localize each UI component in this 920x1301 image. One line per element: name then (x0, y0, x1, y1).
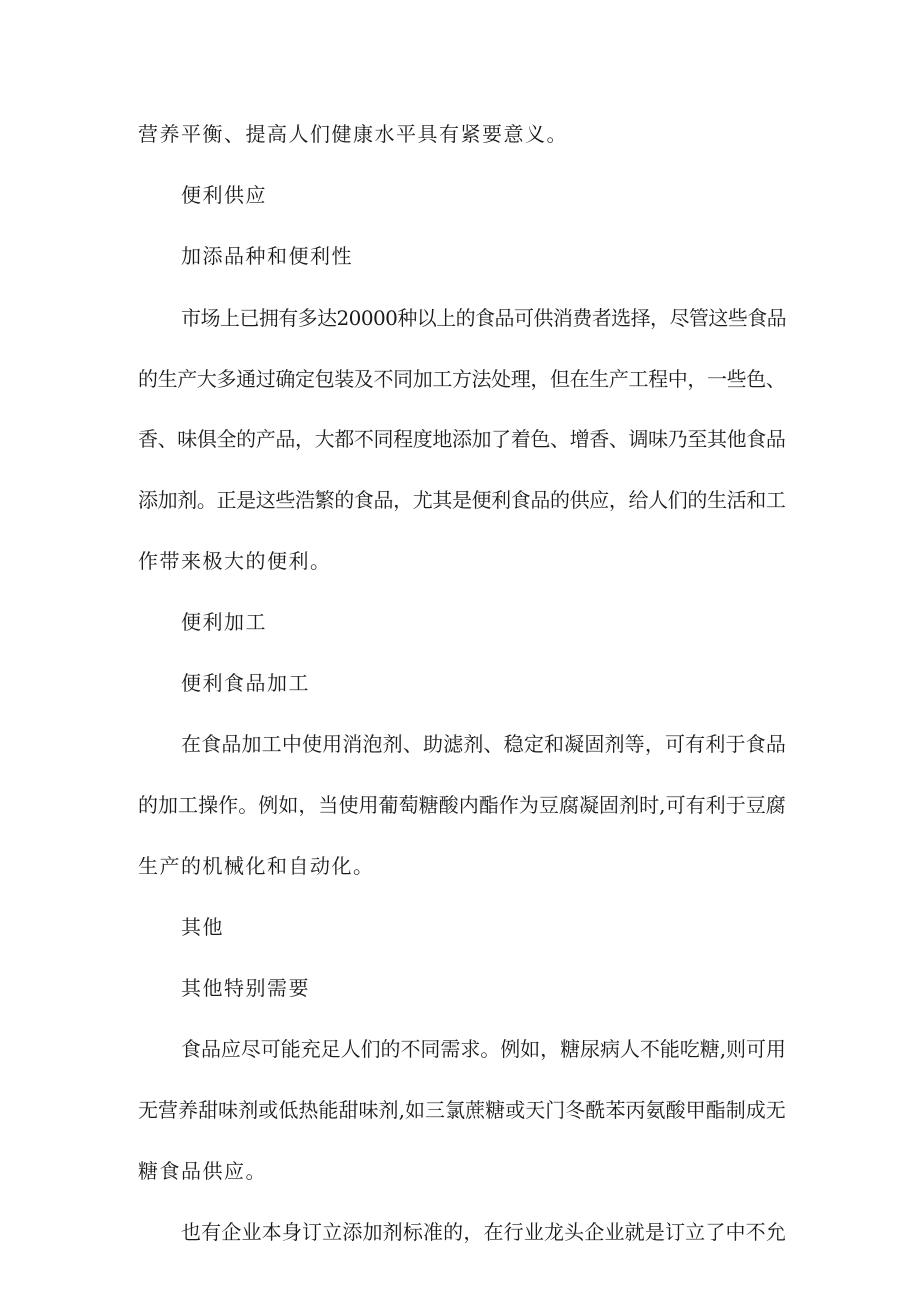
subsection-heading: 加添品种和便利性 (181, 244, 353, 268)
text-line: 市场上已拥有多达20000种以上的食品可供消费者选择，尽管这些食品 (181, 306, 787, 330)
text-line: 作带来极大的便利。 (138, 549, 332, 573)
text-line: 糖食品供应。 (138, 1159, 267, 1183)
text-line: 也有企业本身订立添加剂标准的，在行业龙头企业就是订立了中不允 (181, 1220, 786, 1244)
text-line: 食品应尽可能充足人们的不同需求。例如，糖尿病人不能吃糖,则可用 (181, 1037, 786, 1061)
text-line: 的生产大多通过确定包装及不同加工方法处理，但在生产工程中，一些色、 (138, 367, 786, 391)
subsection-heading: 便利食品加工 (181, 671, 310, 695)
section-heading: 便利加工 (181, 610, 267, 634)
text-line: 添加剂。正是这些浩繁的食品，尤其是便利食品的供应，给人们的生活和工 (138, 488, 786, 512)
text-line: 的加工操作。例如，当使用葡萄糖酸内酯作为豆腐凝固剂时,可有利于豆腐 (138, 793, 786, 817)
subsection-heading: 其他特别需要 (181, 976, 310, 1000)
text-line: 生产的机械化和自动化。 (138, 854, 375, 878)
text-line: 香、味俱全的产品，大都不同程度地添加了着色、增香、调味乃至其他食品 (138, 427, 786, 451)
text-line: 无营养甜味剂或低热能甜味剂,如三氯蔗糖或天门冬酰苯丙氨酸甲酯制成无 (138, 1098, 786, 1122)
section-heading: 便利供应 (181, 183, 267, 207)
text-line: 营养平衡、提高人们健康水平具有紧要意义。 (138, 122, 568, 146)
section-heading: 其他 (181, 915, 224, 939)
text-line: 在食品加工中使用消泡剂、助滤剂、稳定和凝固剂等，可有利于食品 (181, 732, 786, 756)
